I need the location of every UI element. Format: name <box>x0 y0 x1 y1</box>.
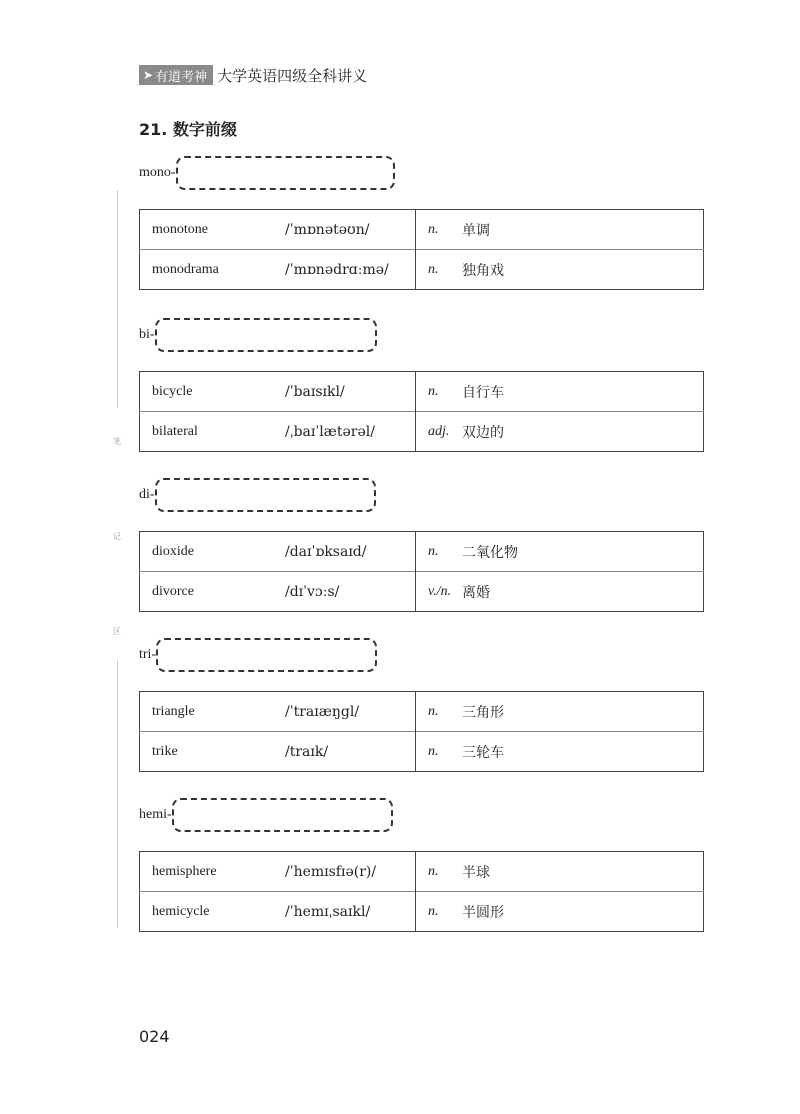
meaning-cell: 三轮车 <box>462 732 704 772</box>
pos-cell: n. <box>416 692 463 732</box>
table-row <box>140 372 704 412</box>
phonetic-cell: /dɪˈvɔːs/ <box>285 572 416 612</box>
margin-note: 笔 <box>113 437 121 446</box>
prefix-row <box>139 638 377 672</box>
word-cell: monodrama <box>140 250 286 290</box>
table-row <box>140 572 704 612</box>
table-row <box>140 852 704 892</box>
meaning-cell: 单调 <box>462 222 490 239</box>
prefix-row <box>139 156 395 190</box>
word-cell: monotone <box>152 221 208 237</box>
pos-cell: n. <box>416 372 463 412</box>
word-cell: triangle <box>152 703 195 719</box>
prefix-row <box>139 798 393 832</box>
margin-note: 记 <box>113 532 121 541</box>
rocket-icon: ➤ <box>143 68 154 82</box>
phonetic-cell: /daɪˈɒksaɪd/ <box>285 543 367 560</box>
word-cell: bicycle <box>152 383 193 399</box>
meaning-cell: 三角形 <box>462 704 504 721</box>
table-row <box>140 412 704 452</box>
page-number: 024 <box>139 1027 170 1046</box>
vocab-table <box>139 371 704 452</box>
prefix-label: tri- <box>139 647 157 662</box>
brand-logo <box>139 65 213 85</box>
pos-cell: adj. <box>416 412 463 452</box>
phonetic-cell: /ˈhemɪsfɪə(r)/ <box>285 863 377 880</box>
meaning-cell: 半圆形 <box>462 892 704 932</box>
table-row <box>140 692 704 732</box>
brand-name: 有道考神 <box>155 69 208 85</box>
pos-cell: n. <box>416 532 463 572</box>
table-row <box>140 732 704 772</box>
prefix-label: mono- <box>139 165 176 180</box>
margin-divider <box>117 190 118 408</box>
margin-note: 区 <box>113 627 121 636</box>
prefix-answer-box[interactable] <box>156 638 377 672</box>
phonetic-cell: /ˈmɒnədrɑːmə/ <box>285 250 416 290</box>
word-cell: hemicycle <box>140 892 286 932</box>
pos-cell: n. <box>416 732 463 772</box>
meaning-cell: 二氧化物 <box>462 544 518 561</box>
prefix-label: di- <box>139 487 155 502</box>
table-row <box>140 210 704 250</box>
word-cell: trike <box>140 732 286 772</box>
phonetic-cell: /ˌbaɪˈlætərəl/ <box>285 412 416 452</box>
table-row <box>140 892 704 932</box>
vocab-table <box>139 851 704 932</box>
word-cell: bilateral <box>140 412 286 452</box>
word-cell: dioxide <box>152 543 194 559</box>
vocab-table <box>139 209 704 290</box>
word-cell: divorce <box>140 572 286 612</box>
meaning-cell: 双边的 <box>462 412 704 452</box>
pos-cell: n. <box>416 250 463 290</box>
meaning-cell: 独角戏 <box>462 250 704 290</box>
prefix-answer-box[interactable] <box>176 156 395 190</box>
meaning-cell: 自行车 <box>462 384 504 401</box>
phonetic-cell: /ˈtraɪæŋgl/ <box>285 703 360 720</box>
meaning-cell: 离婚 <box>462 572 704 612</box>
pos-cell: n. <box>416 210 463 250</box>
phonetic-cell: /ˈmɒnətəʊn/ <box>285 221 370 238</box>
phonetic-cell: /ˈbaɪsɪkl/ <box>285 383 345 400</box>
prefix-row <box>139 318 377 352</box>
word-cell: hemisphere <box>152 863 217 879</box>
prefix-answer-box[interactable] <box>155 478 376 512</box>
book-title: 大学英语四级全科讲义 <box>217 66 368 85</box>
pos-cell: v./n. <box>416 572 463 612</box>
prefix-answer-box[interactable] <box>172 798 393 832</box>
vocab-table <box>139 531 704 612</box>
phonetic-cell: /traɪk/ <box>285 732 416 772</box>
prefix-answer-box[interactable] <box>155 318 377 352</box>
table-row <box>140 250 704 290</box>
prefix-label: bi- <box>139 327 155 342</box>
prefix-row <box>139 478 376 512</box>
phonetic-cell: /ˈhemɪˌsaɪkl/ <box>285 892 416 932</box>
vocab-table <box>139 691 704 772</box>
prefix-label: hemi- <box>139 807 172 822</box>
section-title: 21. 数字前缀 <box>139 120 237 139</box>
pos-cell: n. <box>416 892 463 932</box>
page-header <box>139 64 367 86</box>
pos-cell: n. <box>416 852 463 892</box>
meaning-cell: 半球 <box>462 864 490 881</box>
table-row <box>140 532 704 572</box>
margin-divider <box>117 660 118 928</box>
